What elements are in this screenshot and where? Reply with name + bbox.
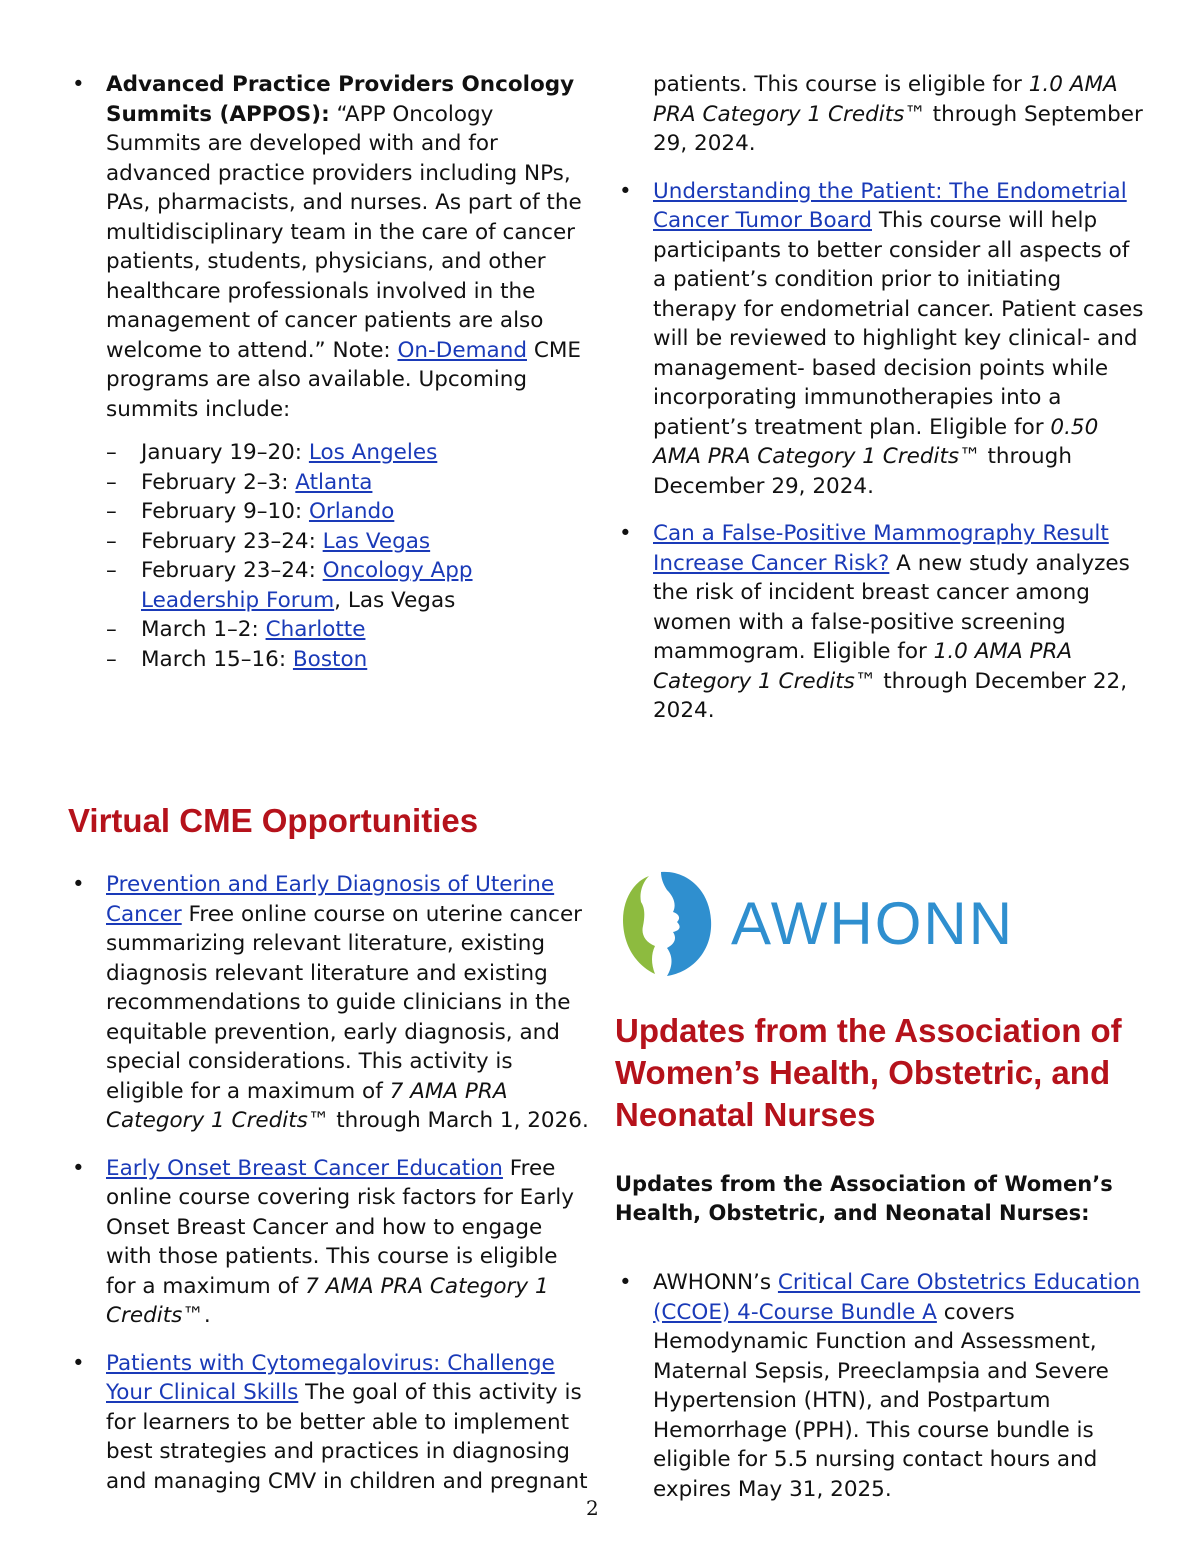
awhonn-subheading: Updates from the Association of Women’s Health, Obstetric, and Neonatal Nurses: <box>615 1172 1113 1225</box>
false-positive-mammography-link[interactable]: Can a False-Positive Mammography Result Increase Cancer Risk? <box>653 521 1109 576</box>
appos-item <box>68 70 593 674</box>
item-text: A new study analyzes the risk of incident breast cancer among women with a false-positive screening mammogram. Eligible for <box>653 550 1130 664</box>
item-text-end: ™ through December 22, 2024. <box>653 668 1128 723</box>
awhonn-logo <box>615 868 1175 978</box>
summit-date: February 9–10: <box>141 499 309 524</box>
summit-link-atlanta[interactable]: Atlanta <box>295 469 373 495</box>
ccoe-bundle-link[interactable]: Critical Care Obstetrics Education (CCOE) 4-Course Bundle A <box>653 1270 1141 1325</box>
credits-text: 1.0 AMA PRA Category 1 Credits <box>653 72 1118 127</box>
list-item <box>68 1349 593 1497</box>
summit-date: February 23–24: <box>141 558 323 583</box>
list-item <box>68 870 593 1136</box>
item-text: covers Hemodynamic Function and Assessment, Maternal Sepsis, Preeclampsia and Severe Hypertension (HTN), and Postpartum Hemorrhage (PPH). This course bundle is eligible for 5.5 nursing contact hours and expires May 31, 2025. <box>653 1299 1109 1502</box>
endometrial-tumor-board-link[interactable]: Understanding the Patient: The Endometrial Cancer Tumor Board <box>653 178 1127 233</box>
appos-quote: “APP Oncology Summits are developed with and for advanced practice providers including NPs, PAs, pharmacists, and nurses. As part of the multidisciplinary team in the care of cancer patients, students, physicians, and other healthcare professionals involved in the management of cancer patients are also welcome to attend.” Note: <box>106 101 582 363</box>
virtual-cme-heading: Virtual CME Opportunities <box>68 802 479 839</box>
item-text-end: ™ through December 29, 2024. <box>653 444 1072 499</box>
appos-title: Advanced Practice Providers Oncology Summits (APPOS): <box>106 72 575 127</box>
cytomegalovirus-link[interactable]: Patients with Cytomegalovirus: Challenge Your Clinical Skills <box>106 1350 555 1405</box>
summit-item <box>106 615 593 645</box>
summit-item <box>106 645 593 675</box>
virtual-cme-list <box>68 870 593 1496</box>
right-bottom-column <box>615 868 1175 1522</box>
summit-date: March 15–16: <box>141 646 293 672</box>
item-prefix: AWHONN’s <box>653 1270 778 1295</box>
item-text: This course will help participants to better consider all aspects of a patient’s condition prior to initiating therapy for endometrial cancer. Patient cases will be reviewed to highlight key clinical- and management- based decision points while incorporating immunotherapies into a patient’s treatment plan. Eligible for <box>653 208 1144 440</box>
credits-text: 7 AMA PRA Category 1 Credits <box>106 1078 508 1133</box>
continuation-text-end: ™ through September 29, 2024. <box>653 101 1143 156</box>
list-item <box>615 519 1145 726</box>
summit-item <box>106 527 593 557</box>
appos-after-link: CME programs are also available. Upcoming summits include: <box>106 337 581 422</box>
summit-item <box>106 497 593 527</box>
summit-link-charlotte[interactable]: Charlotte <box>265 617 366 642</box>
summit-date: February 23–24: <box>141 528 323 554</box>
on-demand-link[interactable]: On-Demand <box>397 337 527 363</box>
summit-link-las-vegas[interactable]: Las Vegas <box>322 528 431 554</box>
list-item <box>615 177 1145 502</box>
right-top-column <box>615 70 1145 744</box>
continuation-paragraph <box>615 70 1145 159</box>
item-text: The goal of this activity is for learners to be better able to implement best strategies and practices in diagnosing and managing CMV in children and pregnant <box>106 1380 588 1494</box>
awhonn-faces-icon <box>615 868 715 978</box>
summit-list <box>106 438 593 674</box>
left-bottom-column <box>68 800 593 1514</box>
early-onset-breast-cancer-link[interactable]: Early Onset Breast Cancer Education <box>106 1155 503 1181</box>
summit-suffix: , Las Vegas <box>334 587 456 613</box>
uterine-cancer-link[interactable]: Prevention and Early Diagnosis of Uterine Cancer <box>106 872 555 927</box>
summit-link-orlando[interactable]: Orlando <box>308 499 395 524</box>
summit-date: January 19–20: <box>141 440 309 465</box>
item-text: Free online course on uterine cancer summarizing relevant literature, existing diagnosis relevant literature and existing recommendations to guide clinicians in the equitable prevention, early diagnosis, and special considerations. This activity is eligible for a maximum of <box>106 901 583 1104</box>
awhonn-wordmark: AWHONN <box>731 889 1015 957</box>
left-top-column <box>68 70 593 692</box>
credits-text: 1.0 AMA PRA Category 1 Credits <box>653 639 1073 694</box>
appos-list <box>68 70 593 674</box>
summit-link-leadership-forum[interactable]: Oncology App Leadership Forum <box>141 558 473 613</box>
summit-date: February 2–3: <box>141 469 296 495</box>
summit-item <box>106 556 593 615</box>
item-text-end: ™ through March 1, 2026. <box>307 1108 589 1133</box>
right-top-list <box>615 177 1145 726</box>
summit-date: March 1–2: <box>141 617 266 642</box>
awhonn-list <box>615 1268 1175 1504</box>
item-text: Free online course covering risk factors for Early Onset Breast Cancer and how to engage with those patients. This course is eligible for a maximum of <box>106 1155 574 1299</box>
summit-item <box>106 468 593 498</box>
item-text-end: ™. <box>182 1303 211 1328</box>
awhonn-heading: Updates from the Association of Women’s Health, Obstetric, and Neonatal Nurses <box>615 1012 1122 1133</box>
page-number: 2 <box>586 1496 599 1520</box>
summit-link-los-angeles[interactable]: Los Angeles <box>308 440 438 465</box>
credits-text: 7 AMA PRA Category 1 Credits <box>106 1273 549 1328</box>
list-item <box>68 1154 593 1331</box>
list-item <box>615 1268 1175 1504</box>
credits-text: 0.50 AMA PRA Category 1 Credits <box>653 414 1099 469</box>
continuation-text: patients. This course is eligible for <box>653 72 1029 97</box>
summit-link-boston[interactable]: Boston <box>292 646 368 672</box>
summit-item <box>106 438 593 468</box>
